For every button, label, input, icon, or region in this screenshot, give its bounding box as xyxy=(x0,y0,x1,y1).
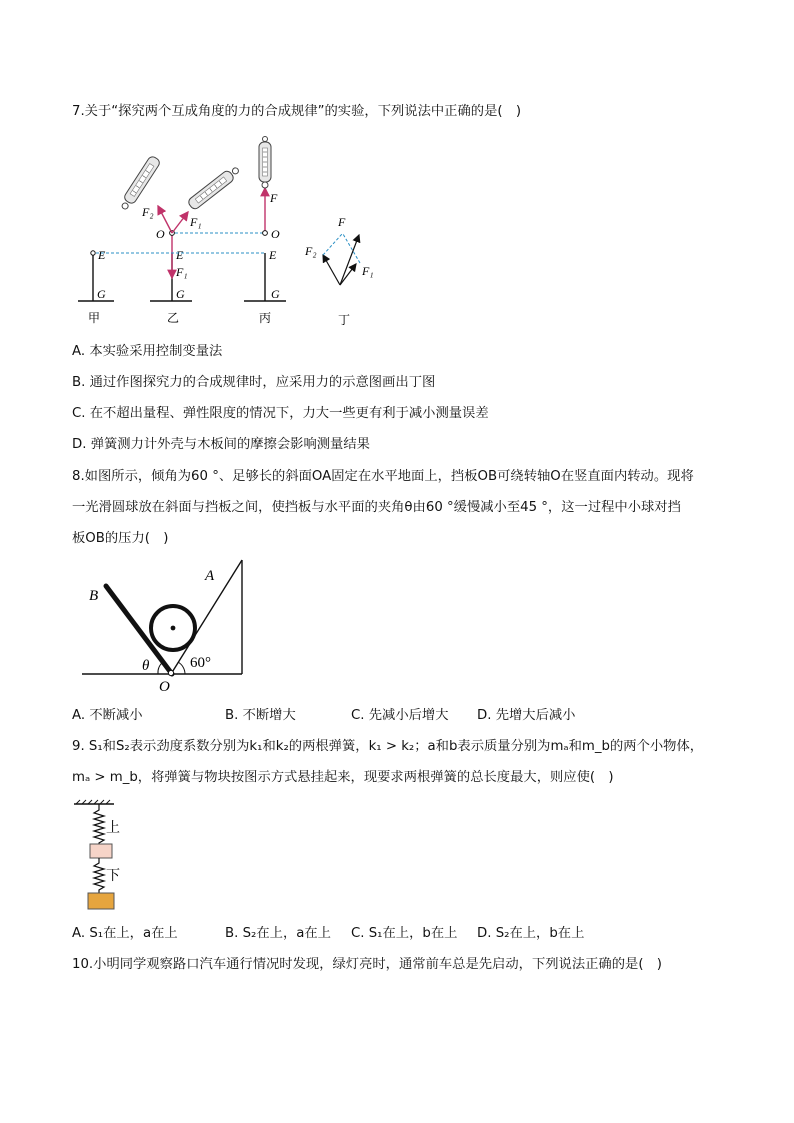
pivot-o xyxy=(168,670,173,675)
label-ding: 丁 xyxy=(338,313,351,327)
label-o-bing: O xyxy=(271,227,280,241)
label-lower: 下 xyxy=(106,869,120,884)
block-upper xyxy=(90,844,112,858)
label-f-ding: F xyxy=(338,215,346,229)
q8-figure xyxy=(82,556,282,696)
spring-upper xyxy=(94,804,104,844)
q8-stem-line-3: 板OB的压力( ) xyxy=(72,531,169,546)
q7-option-b[interactable]: B. 通过作图探究力的合成规律时，应采用力的示意图画出丁图 xyxy=(72,375,436,390)
q7-stem: 7.关于“探究两个互成角度的力的合成规律”的实验，下列说法中正确的是( ) xyxy=(72,104,522,119)
label-a: A xyxy=(205,568,215,584)
spring-scale-vertical xyxy=(259,137,271,189)
label-e-jia: E xyxy=(98,248,106,262)
q9-option-d[interactable]: D. S₂在上，b在上 xyxy=(477,926,585,941)
label-f2-yi: F₂ xyxy=(142,205,154,219)
label-yi: 乙 xyxy=(167,311,180,325)
q7-option-c[interactable]: C. 在不超出量程、弹性限度的情况下，力大一些更有利于减小测量误差 xyxy=(72,406,489,421)
label-g-jia: G xyxy=(97,287,106,301)
q7-figure xyxy=(72,138,392,328)
panel-bing xyxy=(244,137,286,326)
spring-scale-right xyxy=(187,164,242,210)
label-f1-yi-bottom: F₁ xyxy=(176,265,188,279)
q9-figure xyxy=(72,800,142,912)
q8-option-d[interactable]: D. 先增大后减小 xyxy=(477,708,576,723)
q8-stem-line-1: 8.如图所示，倾角为60 °、足够长的斜面OA固定在水平地面上，挡板OB可绕转轴O在竖直面内转动。现将 xyxy=(72,469,694,484)
q9-option-a[interactable]: A. S₁在上，a在上 xyxy=(72,926,178,941)
label-f2-ding: F₂ xyxy=(305,244,317,258)
q9-option-b[interactable]: B. S₂在上，a在上 xyxy=(225,926,331,941)
q9-stem-line-2: mₐ > m_b，将弹簧与物块按图示方式悬挂起来，现要求两根弹簧的总长度最大，则应使( ) xyxy=(72,770,614,785)
label-f1-ding: F₁ xyxy=(362,264,374,278)
q8-option-c[interactable]: C. 先减小后增大 xyxy=(351,708,449,723)
q8-stem-line-2: 一光滑圆球放在斜面与挡板之间，使挡板与水平面的夹角θ由60 °缓慢减小至45 °，这一过程中小球对挡 xyxy=(72,500,681,515)
q8-option-a[interactable]: A. 不断减小 xyxy=(72,708,143,723)
label-jia: 甲 xyxy=(88,311,101,325)
q9-stem-line-1: 9. S₁和S₂表示劲度系数分别为k₁和k₂的两根弹簧，k₁ > k₂；a和b表示质量分别为mₐ和m_b的两个小物体， xyxy=(72,739,704,754)
q7-option-a[interactable]: A. 本实验采用控制变量法 xyxy=(72,344,223,359)
ball-center xyxy=(171,626,176,631)
q10-stem: 10.小明同学观察路口汽车通行情况时发现，绿灯亮时，通常前车总是先启动，下列说法正确的是( ) xyxy=(72,957,662,972)
panel-yi xyxy=(118,155,241,325)
label-e-bing: E xyxy=(269,248,277,262)
spring-scale-left xyxy=(118,155,161,212)
label-g-bing: G xyxy=(271,287,280,301)
label-upper: 上 xyxy=(106,821,120,836)
q9-options-row xyxy=(72,925,584,943)
block-lower xyxy=(88,893,114,909)
angle-arc-60 xyxy=(178,662,185,674)
q7-option-d[interactable]: D. 弹簧测力计外壳与木板间的摩擦会影响测量结果 xyxy=(72,437,370,452)
label-f-bing: F xyxy=(270,191,278,205)
label-bing: 丙 xyxy=(259,311,272,325)
label-60: 60° xyxy=(190,655,211,671)
label-f1-yi-top: F₁ xyxy=(190,215,202,229)
panel-ding xyxy=(304,215,374,327)
q8-options-row xyxy=(72,707,575,725)
label-g-yi: G xyxy=(176,287,185,301)
label-theta: θ xyxy=(142,658,150,674)
q8-option-b[interactable]: B. 不断增大 xyxy=(225,708,296,723)
label-o-yi: O xyxy=(156,227,165,241)
label-b: B xyxy=(89,588,99,604)
spring-lower xyxy=(94,858,104,893)
panel-jia xyxy=(78,248,114,325)
label-e-yi: E xyxy=(176,248,184,262)
label-o: O xyxy=(159,679,170,695)
q9-option-c[interactable]: C. S₁在上，b在上 xyxy=(351,926,458,941)
